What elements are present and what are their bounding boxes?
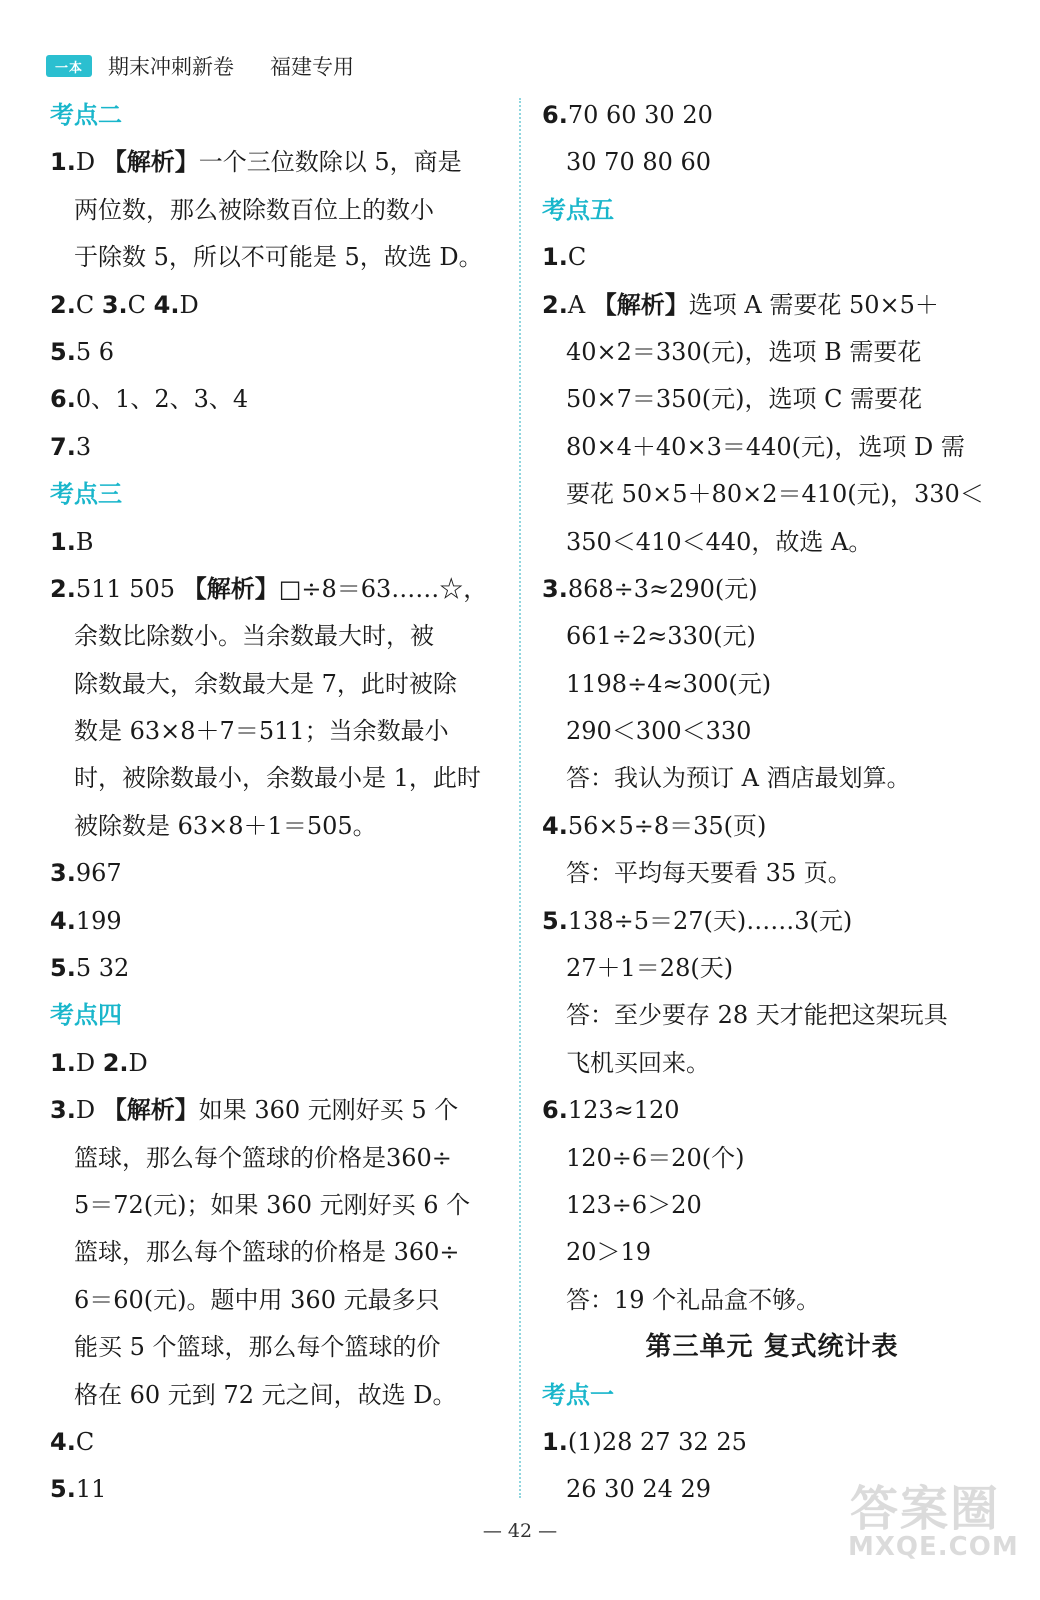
answer-line: [50, 1087, 502, 1134]
question-number: 5.: [50, 337, 76, 366]
page-number: — 42 —: [482, 1520, 558, 1542]
question-number: 2.: [542, 290, 568, 319]
answer-text: D: [179, 290, 199, 319]
answer-text: D: [75, 148, 103, 177]
answer-line: [50, 1040, 502, 1087]
answer-line: [50, 945, 502, 992]
question-number: 7.: [50, 432, 76, 461]
analysis-text: 一个三位数除以 5，商是: [198, 148, 462, 177]
analysis-tag: 【解析】: [182, 574, 279, 603]
analysis-text: 选项 A 需要花 50×5＋: [688, 290, 939, 319]
answer-continuation: 80×4＋40×3＝440(元)，选项 D 需: [566, 432, 965, 461]
answer-text: A: [567, 290, 593, 319]
answer-continuation: 篮球，那么每个篮球的价格是 360÷: [74, 1238, 460, 1267]
answer-text: 0、1、2、3、4: [75, 385, 249, 414]
answer-continuation: 数是 63×8＋7＝511；当余数最小: [74, 717, 449, 746]
answer-continuation: 要花 50×5＋80×2＝410(元)，330＜: [566, 480, 984, 509]
watermark-url: MXQE.COM: [848, 1532, 1019, 1562]
answer-line: [50, 1419, 502, 1466]
answer-text: C: [75, 290, 102, 319]
question-number: 4.: [50, 1427, 76, 1456]
answer-text: D: [75, 1048, 103, 1077]
analysis-tag: 【解析】: [592, 290, 689, 319]
answer-continuation: 被除数是 63×8＋1＝505。: [74, 811, 377, 840]
answer-text: C: [567, 243, 587, 272]
question-number: 1.: [50, 1048, 76, 1077]
question-number: 6.: [50, 385, 76, 414]
answer-line: [50, 282, 502, 329]
answer-column-right: [542, 92, 1002, 1514]
answer-line: [50, 376, 502, 423]
answer-continuation: 20＞19: [566, 1238, 652, 1267]
answer-line: [542, 803, 1002, 850]
question-number: 6.: [542, 1096, 568, 1125]
answer-text: 511 505: [75, 574, 183, 603]
question-number: 3.: [542, 574, 568, 603]
question-number: 1.: [542, 243, 568, 272]
answer-continuation: 5＝72(元)；如果 360 元刚好买 6 个: [74, 1190, 471, 1219]
answer-text: 70 60 30 20: [567, 101, 713, 129]
answer-continuation: 答：19 个礼品盒不够。: [566, 1285, 821, 1314]
answer-line: [542, 1087, 1002, 1134]
question-number: 5.: [50, 1475, 76, 1504]
answer-continuation: 661÷2≈330(元): [566, 622, 756, 651]
page-header: [46, 52, 354, 80]
answer-text: (1)28 27 32 25: [567, 1427, 747, 1456]
answer-continuation: 格在 60 元到 72 元之间，故选 D。: [74, 1380, 457, 1409]
book-title: 期末冲刺新卷: [108, 55, 234, 79]
question-number: 3.: [101, 290, 128, 319]
answer-line: [542, 1419, 1002, 1466]
answer-text: 5 6: [75, 337, 114, 366]
answer-continuation: 答：平均每天要看 35 页。: [566, 859, 852, 888]
answer-column-left: [50, 92, 502, 1514]
question-number: 3.: [50, 859, 76, 888]
answer-line: [50, 898, 502, 945]
answer-continuation: 答：我认为预订 A 酒店最划算。: [566, 764, 911, 793]
section-heading: 考点五: [542, 195, 614, 224]
answer-continuation: 120÷6＝20(个): [566, 1143, 745, 1172]
watermark: [838, 1470, 1026, 1580]
answer-line: [50, 519, 502, 566]
question-number: 4.: [50, 906, 76, 935]
question-number: 2.: [50, 574, 76, 603]
answer-text: D: [128, 1048, 148, 1077]
answer-text: 56×5÷8＝35(页): [567, 811, 767, 840]
answer-line: [542, 234, 1002, 281]
answer-text: 199: [75, 906, 122, 935]
answer-continuation: 50×7＝350(元)，选项 C 需要花: [566, 385, 923, 414]
answer-continuation: 篮球，那么每个篮球的价格是360÷: [74, 1143, 452, 1172]
answer-line: [50, 850, 502, 897]
answer-continuation: 除数最大，余数最大是 7，此时被除: [74, 669, 457, 698]
question-number: 5.: [542, 906, 568, 935]
answer-continuation: 余数比除数小。当余数最大时，被: [74, 622, 434, 651]
answer-continuation: 能买 5 个篮球，那么每个篮球的价: [74, 1333, 441, 1362]
question-number: 3.: [50, 1096, 76, 1125]
answer-text: 11: [75, 1475, 107, 1504]
answer-text: 967: [75, 859, 122, 888]
section-heading: 考点三: [50, 480, 122, 509]
analysis-tag: 【解析】: [102, 148, 199, 177]
question-number: 4.: [542, 811, 568, 840]
question-number: 1.: [50, 148, 76, 177]
answer-line: [50, 424, 502, 471]
edition-label: 福建专用: [270, 55, 354, 79]
watermark-logo: 答案圈: [850, 1481, 1001, 1537]
question-number: 5.: [50, 954, 76, 983]
answer-text: C: [75, 1427, 95, 1456]
answer-continuation: 答：至少要存 28 天才能把这架玩具: [566, 1001, 948, 1030]
answer-continuation: 30 70 80 60: [566, 148, 712, 177]
unit-heading: 第三单元 复式统计表: [645, 1332, 899, 1363]
column-divider: [519, 98, 521, 1498]
question-number: 4.: [153, 290, 180, 319]
answer-line: [542, 92, 1002, 139]
answer-line: [50, 329, 502, 376]
answer-continuation: 40×2＝330(元)，选项 B 需要花: [566, 337, 922, 366]
answer-text: C: [127, 290, 154, 319]
analysis-tag: 【解析】: [102, 1096, 199, 1125]
answer-continuation: 27＋1＝28(天): [566, 954, 734, 983]
section-heading: 考点四: [50, 1001, 122, 1030]
answer-line: [50, 1466, 502, 1513]
answer-text: 123≈120: [567, 1096, 680, 1125]
answer-continuation: 时，被除数最小，余数最小是 1，此时: [74, 764, 481, 793]
answer-continuation: 1198÷4≈300(元): [566, 669, 772, 698]
answer-continuation: 26 30 24 29: [566, 1475, 712, 1504]
answer-continuation: 6＝60(元)。题中用 360 元最多只: [74, 1285, 440, 1314]
answer-continuation: 于除数 5，所以不可能是 5，故选 D。: [74, 243, 483, 272]
answer-text: 3: [75, 432, 92, 461]
analysis-text: 如果 360 元刚好买 5 个: [198, 1096, 459, 1125]
answer-line: [50, 139, 502, 186]
answer-continuation: 两位数，那么被除数百位上的数小: [74, 195, 434, 224]
answer-text: 5 32: [75, 954, 130, 983]
question-number: 1.: [542, 1427, 568, 1456]
question-number: 1.: [50, 527, 76, 556]
analysis-text: □÷8＝63……☆，: [278, 574, 488, 603]
answer-text: B: [75, 527, 94, 556]
answer-line: [50, 566, 502, 613]
brand-logo: 一本: [46, 55, 92, 77]
section-heading: 考点一: [542, 1380, 614, 1409]
answer-text: D: [75, 1096, 103, 1125]
answer-continuation: 290＜300＜330: [566, 717, 752, 746]
question-number: 6.: [542, 101, 568, 129]
answer-text: 868÷3≈290(元): [567, 574, 758, 603]
answer-line: [542, 566, 1002, 613]
answer-line: [542, 282, 1002, 329]
answer-line: [542, 898, 1002, 945]
answer-continuation: 飞机买回来。: [566, 1048, 710, 1077]
section-heading: 考点二: [50, 101, 122, 129]
answer-continuation: 123÷6＞20: [566, 1190, 702, 1219]
answer-text: 138÷5＝27(天)……3(元): [567, 906, 853, 935]
question-number: 2.: [50, 290, 76, 319]
answer-continuation: 350＜410＜440，故选 A。: [566, 527, 873, 556]
question-number: 2.: [102, 1048, 129, 1077]
